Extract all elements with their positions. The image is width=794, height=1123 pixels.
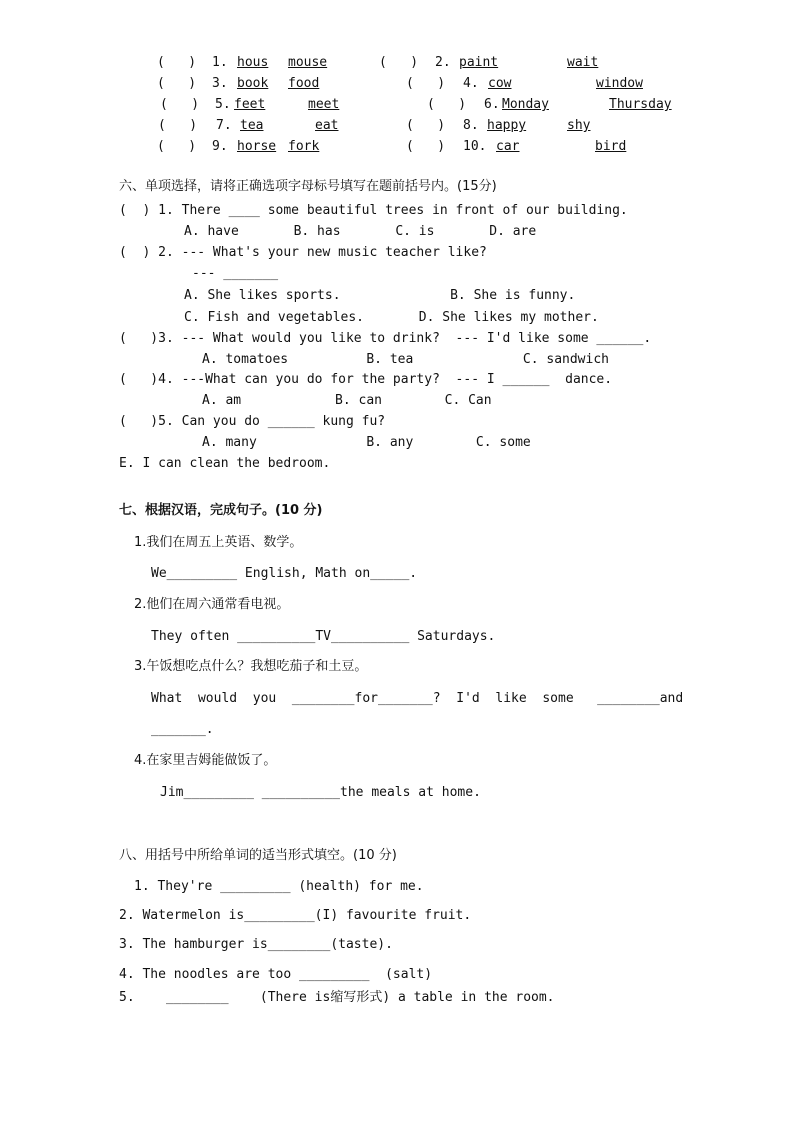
pair-word: mouse [288,55,328,70]
q6-3: ( )3. --- What would you like to drink? --- I'd like some ______. [119,331,652,346]
pair-word: food [288,76,320,91]
q6-1-options: A. have B. has C. is D. are [184,224,537,239]
answer-paren[interactable]: ( ) [157,55,197,70]
pair-number: 8. [463,118,479,133]
section8-title: 八、用括号中所给单词的适当形式填空。(10 分) [119,848,397,863]
q7-3-en-cont[interactable]: _______. [151,722,214,737]
answer-paren[interactable]: ( ) [157,139,197,154]
q6-2-blank[interactable]: --- _______ [192,266,279,281]
q7-2-cn: 2.他们在周六通常看电视。 [134,597,290,612]
pair-number: 5. [215,97,231,112]
answer-paren[interactable]: ( ) [379,55,419,70]
q7-3-en[interactable]: What would you ________for_______? I'd like some ________and [151,691,684,706]
answer-paren[interactable]: ( ) [160,97,200,112]
q6-4: ( )4. ---What can you do for the party? --- I ______ dance. [119,372,613,387]
pair-word: meet [308,97,340,112]
answer-paren[interactable]: ( ) [427,97,467,112]
q7-4-cn: 4.在家里吉姆能做饭了。 [134,753,277,768]
answer-paren[interactable]: ( ) [406,139,446,154]
pair-number: 3. [212,76,228,91]
q6-3-options: A. tomatoes B. tea C. sandwich [202,352,609,367]
q7-1-cn: 1.我们在周五上英语、数学。 [134,535,303,550]
pair-number: 2. [435,55,451,70]
answer-paren[interactable]: ( ) [158,118,198,133]
q8-3[interactable]: 3. The hamburger is________(taste). [119,937,393,952]
pair-word: Monday [502,97,549,112]
q8-4[interactable]: 4. The noodles are too _________ (salt) [119,967,433,982]
pair-word: tea [240,118,264,133]
q7-4-en[interactable]: Jim_________ __________the meals at home. [160,785,481,800]
q6-2: ( ) 2. --- What's your new music teacher like? [119,245,487,260]
section6-title: 六、单项选择，请将正确选项字母标号填写在题前括号内。(15分) [119,179,497,194]
pair-word: window [596,76,643,91]
answer-paren[interactable]: ( ) [157,76,197,91]
pair-number: 9. [212,139,228,154]
pair-number: 1. [212,55,228,70]
q8-1[interactable]: 1. They're _________ (health) for me. [134,879,424,894]
answer-paren[interactable]: ( ) [406,118,446,133]
pair-word: hous [237,55,269,70]
q7-2-en[interactable]: They often __________TV__________ Saturdays. [151,629,496,644]
pair-word: fork [288,139,320,154]
pair-word: wait [567,55,599,70]
q6-4-options: A. am B. can C. Can [202,393,492,408]
q6-2-options-b: C. Fish and vegetables. D. She likes my mother. [184,310,599,325]
pair-number: 6. [484,97,500,112]
q6-5-options: A. many B. any C. some [202,435,531,450]
pair-word: Thursday [609,97,672,112]
q7-1-en[interactable]: We_________ English, Math on_____. [151,566,418,581]
pair-word: happy [487,118,527,133]
section7-title: 七、根据汉语，完成句子。(10 分) [119,503,323,518]
q6-extra: E. I can clean the bedroom. [119,456,331,471]
q8-5[interactable]: 5. ________ (There is缩写形式) a table in the room. [119,990,555,1005]
q7-3-cn: 3.午饭想吃点什么？我想吃茄子和土豆。 [134,659,368,674]
pair-word: bird [595,139,627,154]
q6-1: ( ) 1. There ____ some beautiful trees in front of our building. [119,203,628,218]
pair-number: 7. [216,118,232,133]
pair-word: feet [234,97,266,112]
pair-number: 10. [463,139,487,154]
pair-word: paint [459,55,499,70]
pair-word: eat [315,118,339,133]
pair-word: book [237,76,269,91]
pair-word: car [496,139,520,154]
q8-2[interactable]: 2. Watermelon is_________(I) favourite fruit. [119,908,472,923]
pair-word: cow [488,76,512,91]
pair-word: horse [237,139,277,154]
q6-5: ( )5. Can you do ______ kung fu? [119,414,386,429]
pair-word: shy [567,118,591,133]
q6-2-options-a: A. She likes sports. B. She is funny. [184,288,576,303]
answer-paren[interactable]: ( ) [406,76,446,91]
pair-number: 4. [463,76,479,91]
